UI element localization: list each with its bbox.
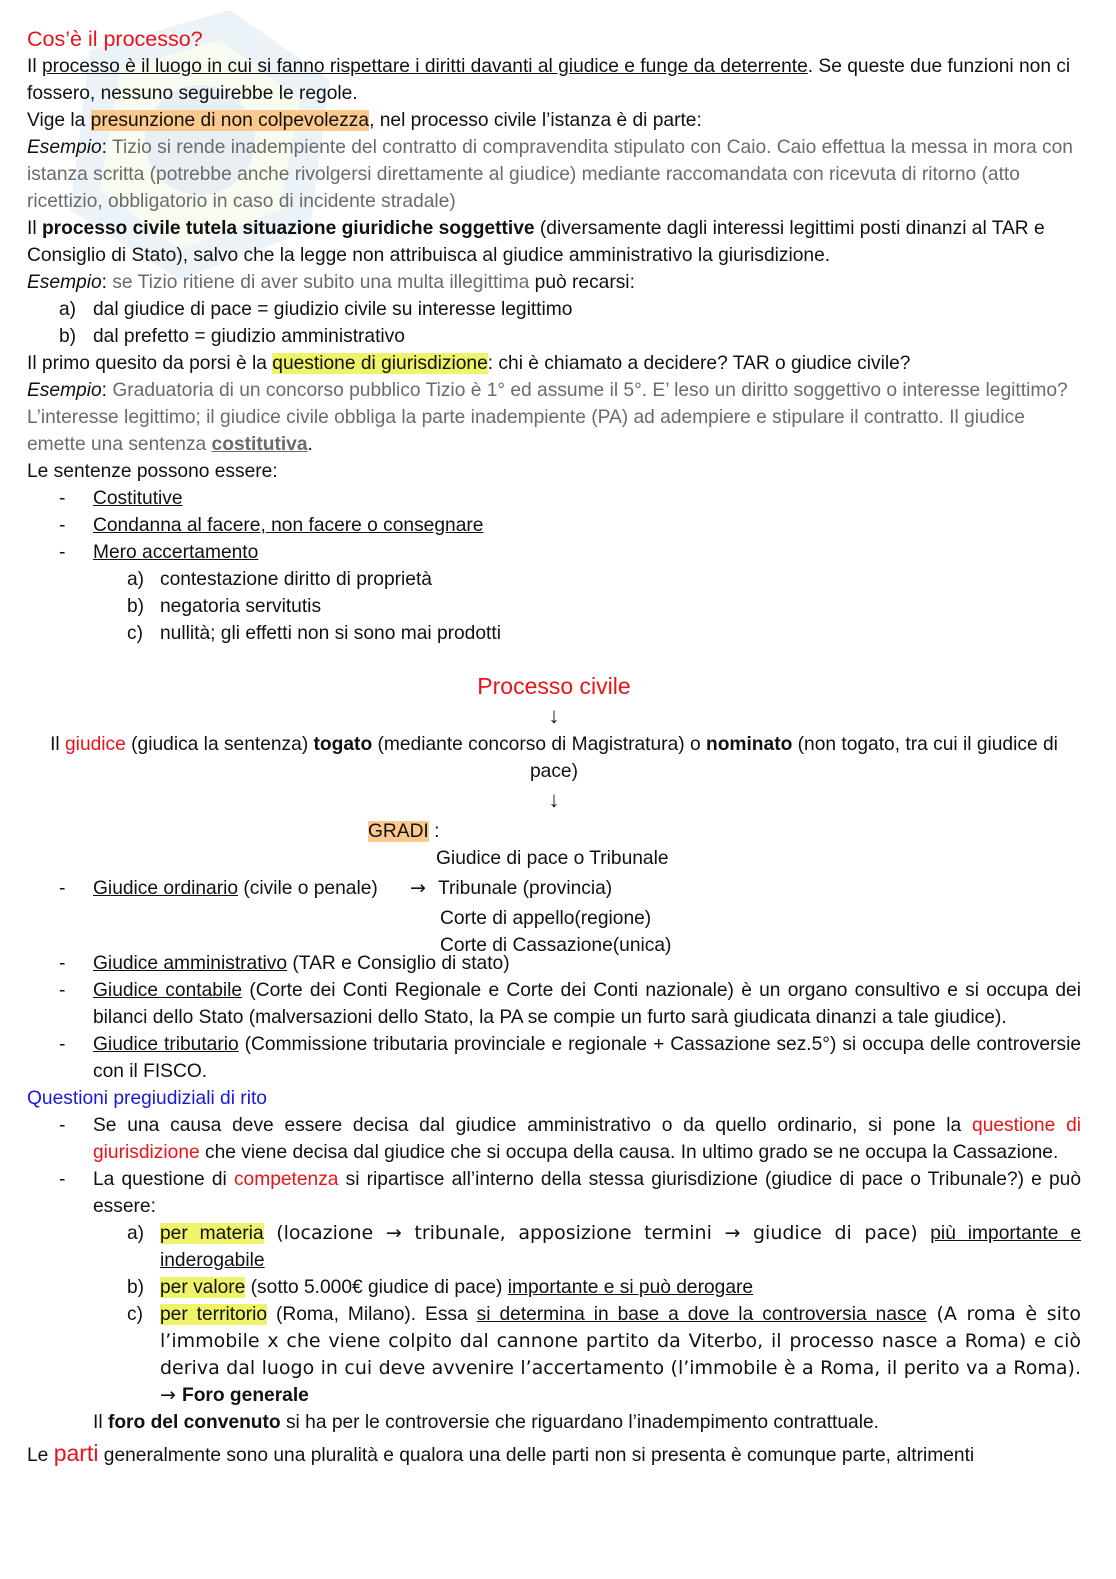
gradi-line: Tribunale (provincia) — [438, 878, 613, 899]
paragraph-presunzione: Vige la presunzione di non colpevolezza, nel processo civile l’istanza è di parte: — [27, 110, 702, 131]
paragraph-parti: Le parti generalmente sono una pluralità e qualora una delle parti non si presenta è comunque parte, altrimenti — [27, 1440, 975, 1466]
list-item: - La questione di competenza si ripartisce all’interno della stessa giurisdizione (giudice di pace o Tribunale?) e può essere: — [59, 1169, 1082, 1217]
giudice-ordinario: Giudice ordinario (civile o penale) — [93, 878, 378, 899]
arrow-down-icon: ↓ — [548, 703, 560, 728]
example-graduatoria: Esempio: Graduatoria di un concorso pubblico Tizio è 1° ed assume il 5°. E’ leso un diritto soggettivo o interesse legittimo? L’interesse legittimo; il giudice civile obbliga la parte inadempiente (PA) ad adempiere e stipulare il contratto. Il giudice emette una sentenza costitutiva. — [27, 380, 1068, 455]
list-marker: - — [59, 878, 66, 899]
paragraph-sentenze: Le sentenze possono essere: — [27, 461, 278, 482]
list-item: b) negatoria servitutis — [127, 596, 322, 617]
list-item: b) per valore (sotto 5.000€ giudice di pace) importante e si può derogare — [127, 1277, 754, 1298]
section-title-questioni: Questioni pregiudiziali di rito — [27, 1088, 267, 1109]
list-item: a) dal giudice di pace = giudizio civile su interesse legittimo — [59, 299, 573, 320]
gradi-line: Corte di Cassazione(unica) — [440, 935, 672, 956]
list-item: c) per territorio (Roma, Milano). Essa si determina in base a dove la controversia nasce (A roma è sito l’immobile x che viene colpito dal cannone partito da Viterbo, il processo nasce a Roma) e ciò deriva dal luogo in cui deve avvenire l’accertamento (l’immobile è a Roma, il perito va a Roma). → Foro generale — [127, 1303, 1081, 1406]
paragraph-foro: Il foro del convenuto si ha per le controversie che riguardano l’inadempimento contrattuale. — [93, 1412, 879, 1433]
section-title-processo-civile: Processo civile — [477, 673, 631, 699]
list-item: a) contestazione diritto di proprietà — [127, 569, 432, 590]
arrow-down-icon: ↓ — [548, 787, 560, 812]
list-item: - Mero accertamento — [59, 542, 259, 563]
highlight-giurisdizione: questione di giurisdizione — [272, 353, 488, 374]
highlight-presunzione: presunzione di non colpevolezza — [90, 110, 370, 131]
list-item: - Giudice tributario (Commissione tributaria provinciale e regionale + Cassazione sez.5°) si occupa delle controversie con il FISCO. — [59, 1034, 1082, 1082]
list-item: - Giudice amministrativo (TAR e Consiglio di stato) — [59, 953, 510, 974]
gradi-label: GRADI : — [368, 821, 440, 842]
list-item: - Se una causa deve essere decisa dal giudice amministrativo o da quello ordinario, si pone la questione di giurisdizione che viene decisa dal giudice che si occupa della causa. In ultimo grado se ne occupa la Cassazione. — [59, 1115, 1082, 1163]
list-item: b) dal prefetto = giudizio amministrativo — [59, 326, 405, 347]
list-item: - Giudice contabile (Corte dei Conti Regionale e Corte dei Conti nazionale) è un organo consultivo e si occupa dei bilanci dello Stato (malversazioni dello Stato, la PA se compie un furto sarà giudicata dinanzi a tale giudice). — [59, 980, 1081, 1028]
section-title-processo: Cos’è il processo? — [27, 27, 203, 51]
example-multa: Esempio: se Tizio ritiene di aver subito una multa illegittima può recarsi: — [27, 272, 635, 293]
gradi-line: Corte di appello(regione) — [440, 908, 652, 929]
gradi-diagram — [27, 815, 1081, 956]
list-item: - Condanna al facere, non facere o consegnare — [59, 515, 484, 536]
paragraph-giudice: Il giudice (giudica la sentenza) togato (mediante concorso di Magistratura) o nominato (non togato, tra cui il giudice di pace) — [50, 734, 1058, 782]
example-mora: Esempio: Tizio si rende inadempiente del contratto di compravendita stipulato con Caio. Caio effettua la messa in mora con istanza scritta (potrebbe anche rivolgersi direttamente al giudice) mediante raccomandata con ricevuta di ritorno (atto ricettizio, obbligatorio in caso di incidente stradale) — [27, 137, 1073, 212]
paragraph-quesito: Il primo quesito da porsi è la questione di giurisdizione: chi è chiamato a decidere? TAR o giudice civile? — [27, 353, 911, 374]
paragraph-definizione: Il processo è il luogo in cui si fanno rispettare i diritti davanti al giudice e funge da deterrente. Se queste due funzioni non ci fossero, nessuno seguirebbe le regole. — [27, 56, 1071, 104]
paragraph-tutela: Il processo civile tutela situazione giuridiche soggettive (diversamente dagli interessi legittimi posti dinanzi al TAR e Consiglio di Stato), salvo che la legge non attribuisca al giudice amministrativo la giurisdizione. — [27, 218, 1045, 266]
list-item: - Costitutive — [59, 488, 183, 509]
arrow-right-icon: → — [410, 877, 426, 899]
gradi-line: Giudice di pace o Tribunale — [436, 848, 669, 869]
list-item: c) nullità; gli effetti non si sono mai prodotti — [127, 623, 501, 644]
list-item: a) per materia (locazione → tribunale, apposizione termini → giudice di pace) più importante e inderogabile — [127, 1222, 1081, 1271]
